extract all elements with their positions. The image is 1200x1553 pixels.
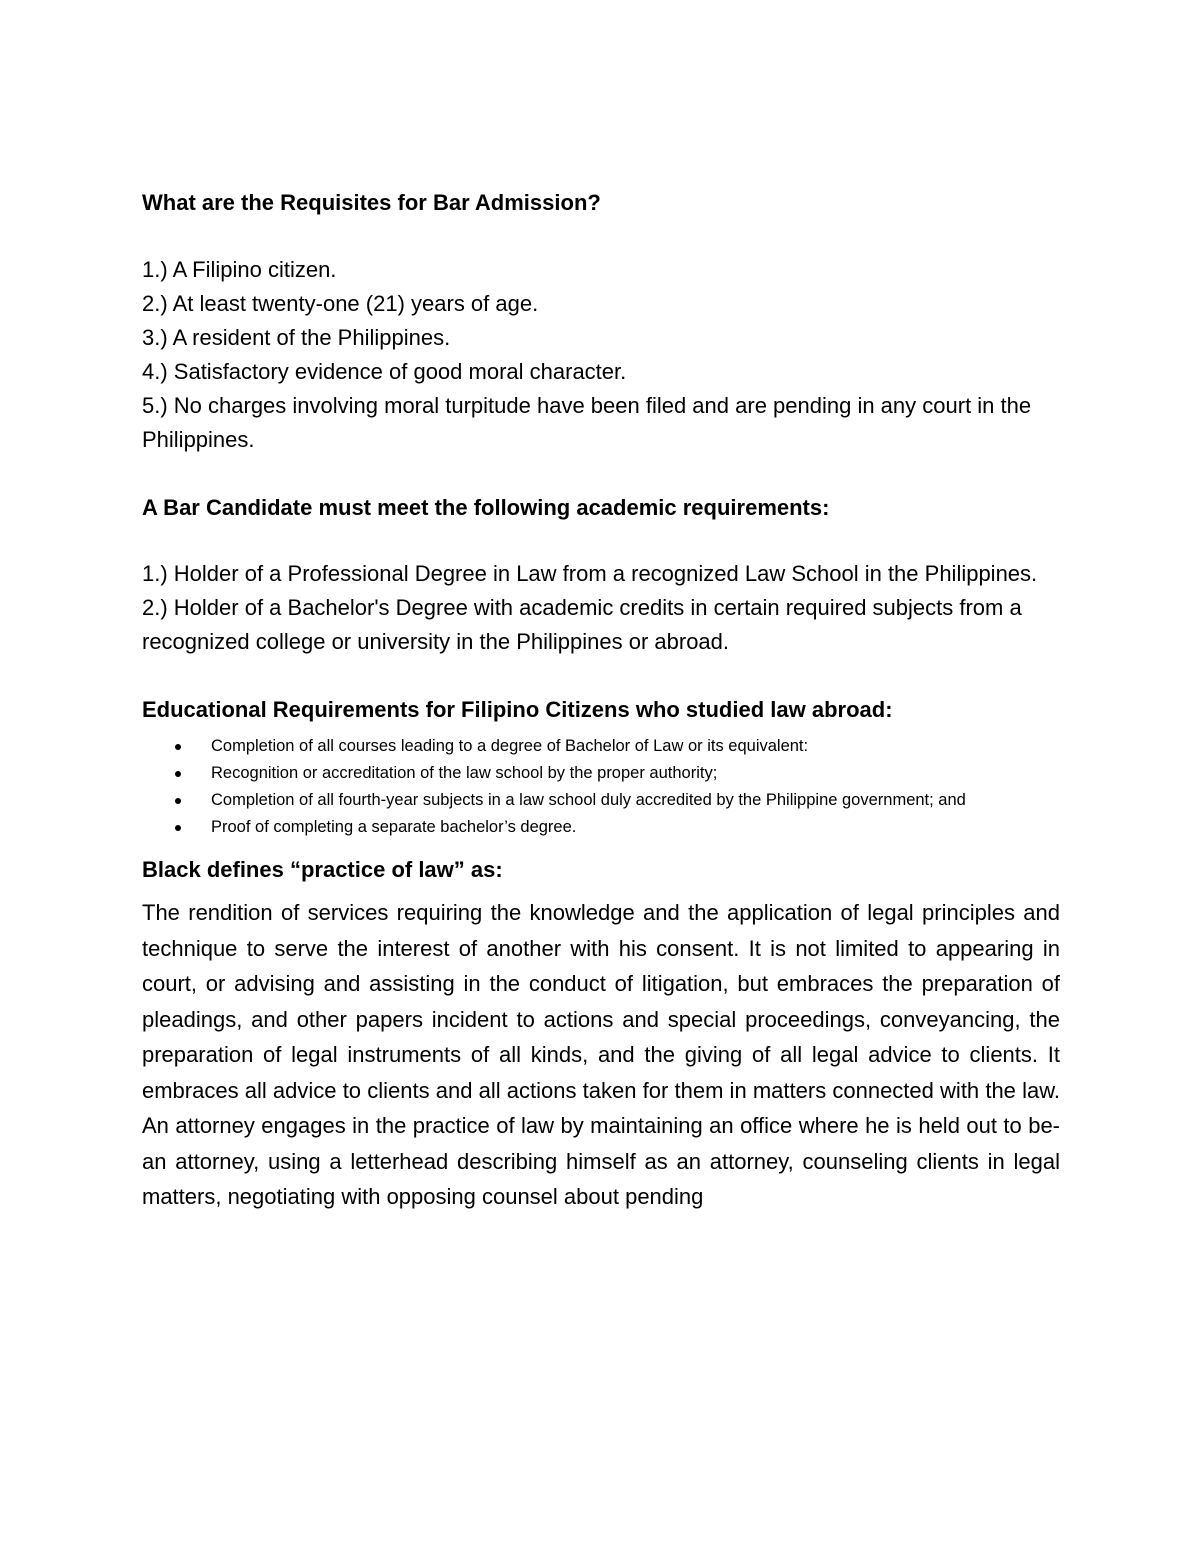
academic-requirements-list [142, 557, 1060, 659]
bullet-icon [175, 825, 181, 831]
practice-of-law-paragraph: The rendition of services requiring the knowledge and the application of legal principles and technique to serve the interest of another with his consent. It is not limited to appearing in court, or advising and assisting in the conduct of litigation, but embraces the preparation of pleadings, and other papers incident to actions and special proceedings, conveyancing, the preparation of legal instruments of all kinds, and the giving of all legal advice to clients. It embraces all advice to clients and all actions taken for them in matters connected with the law. An attorney engages in the practice of law by maintaining an office where he is held out to be- an attorney, using a letterhead describing himself as an attorney, counseling clients in legal matters, negotiating with opposing counsel about pending [142, 900, 1060, 1209]
heading-practice-of-law-definition: Black defines “practice of law” as: [142, 857, 503, 882]
bullet-item [142, 814, 1060, 841]
spacer [142, 659, 1060, 693]
bullet-icon [175, 744, 181, 750]
heading-bar-admission-requisites: What are the Requisites for Bar Admission? [142, 190, 601, 215]
bullet-text: Completion of all fourth-year subjects in a law school duly accredited by the Philippine government; and [211, 791, 966, 809]
list-item: 1.) Holder of a Professional Degree in Law from a recognized Law School in the Philippines. [142, 561, 1038, 586]
list-item: 2.) At least twenty-one (21) years of age. [142, 291, 539, 316]
list-item: 1.) A Filipino citizen. [142, 257, 337, 282]
list-item: 4.) Satisfactory evidence of good moral character. [142, 359, 627, 384]
bullet-item [142, 760, 1060, 787]
heading-educational-requirements-abroad: Educational Requirements for Filipino Citizens who studied law abroad: [142, 697, 893, 722]
educational-requirements-bullets [142, 733, 1060, 841]
bullet-text: Recognition or accreditation of the law school by the proper authority; [211, 764, 718, 782]
bullet-icon [175, 771, 181, 777]
requisites-list [142, 253, 1060, 457]
list-item: 5.) No charges involving moral turpitude have been filed and are pending in any court in the Philippines. [142, 393, 1032, 452]
bullet-item [142, 787, 1060, 814]
list-item: 2.) Holder of a Bachelor's Degree with academic credits in certain required subjects from a recognized college or university in the Philippines or abroad. [142, 595, 1022, 654]
bullet-text: Completion of all courses leading to a degree of Bachelor of Law or its equivalent: [211, 737, 809, 755]
bullet-icon [175, 798, 181, 804]
bullet-item [142, 733, 1060, 760]
spacer [142, 457, 1060, 491]
document-body [142, 186, 1060, 1215]
bullet-text: Proof of completing a separate bachelor’s degree. [211, 818, 577, 836]
heading-academic-requirements: A Bar Candidate must meet the following academic requirements: [142, 495, 830, 520]
list-item: 3.) A resident of the Philippines. [142, 325, 451, 350]
